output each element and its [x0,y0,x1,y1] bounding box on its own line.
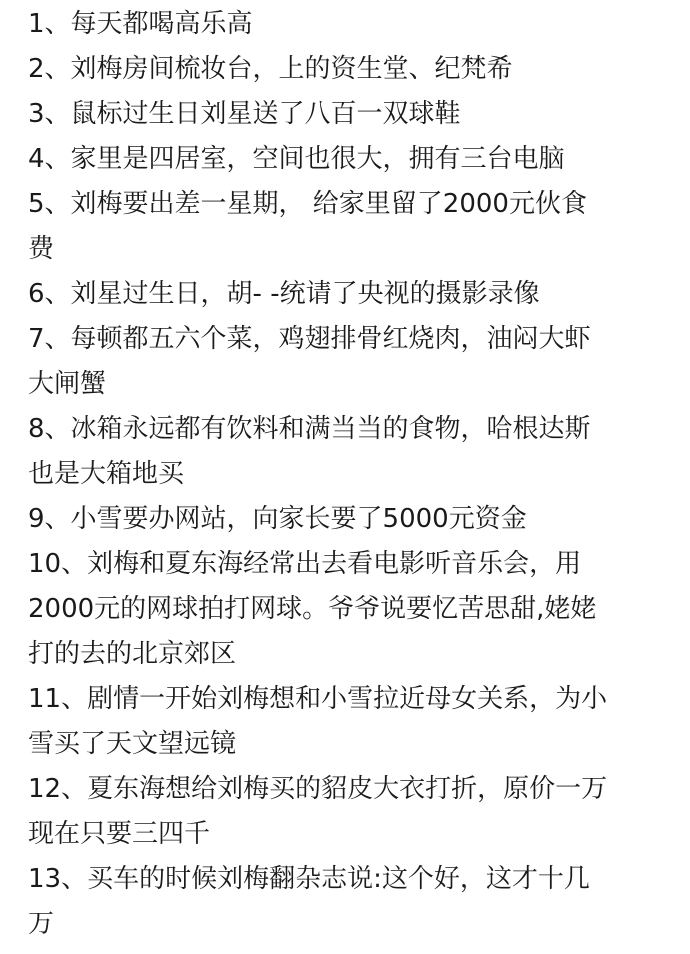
text-line-17: 雪买了天文望远镜 [28,729,237,759]
text-line-12: 9、小雪要办网站，向家长要了5000元资金 [28,504,527,534]
text-line-8: 7、每顿都五六个菜，鸡翅排骨红烧肉，油闷大虾 [28,324,591,354]
text-line-7: 6、刘星过生日，胡- -统请了央视的摄影录像 [28,279,540,309]
text-line-2: 2、刘梅房间梳妆台，上的资生堂、纪梵希 [28,54,513,84]
text-line-5: 5、刘梅要出差一星期， 给家里留了2000元伙食 [28,189,587,219]
text-line-6: 费 [28,234,55,264]
text-line-4: 4、家里是四居室，空间也很大，拥有三台电脑 [28,144,565,174]
text-line-10: 8、冰箱永远都有饮料和满当当的食物，哈根达斯 [28,414,591,444]
text-line-18: 12、夏东海想给刘梅买的貂皮大衣打折，原价一万 [28,774,608,804]
text-line-13: 10、刘梅和夏东海经常出去看电影听音乐会，用 [28,549,582,579]
text-line-14: 2000元的网球拍打网球。爷爷说要忆苦思甜,姥姥 [28,594,597,624]
text-line-16: 11、剧情一开始刘梅想和小雪拉近母女关系，为小 [28,684,608,714]
text-line-15: 打的去的北京郊区 [28,639,237,669]
text-line-1: 1、每天都喝高乐高 [28,9,253,39]
text-line-9: 大闸蟹 [28,369,107,399]
text-line-19: 现在只要三四千 [28,819,211,849]
text-line-11: 也是大箱地买 [28,459,185,489]
text-line-20: 13、买车的时候刘梅翻杂志说:这个好，这才十几 [28,864,590,894]
text-line-21: 万 [28,909,55,939]
text-line-3: 3、鼠标过生日刘星送了八百一双球鞋 [28,99,461,129]
